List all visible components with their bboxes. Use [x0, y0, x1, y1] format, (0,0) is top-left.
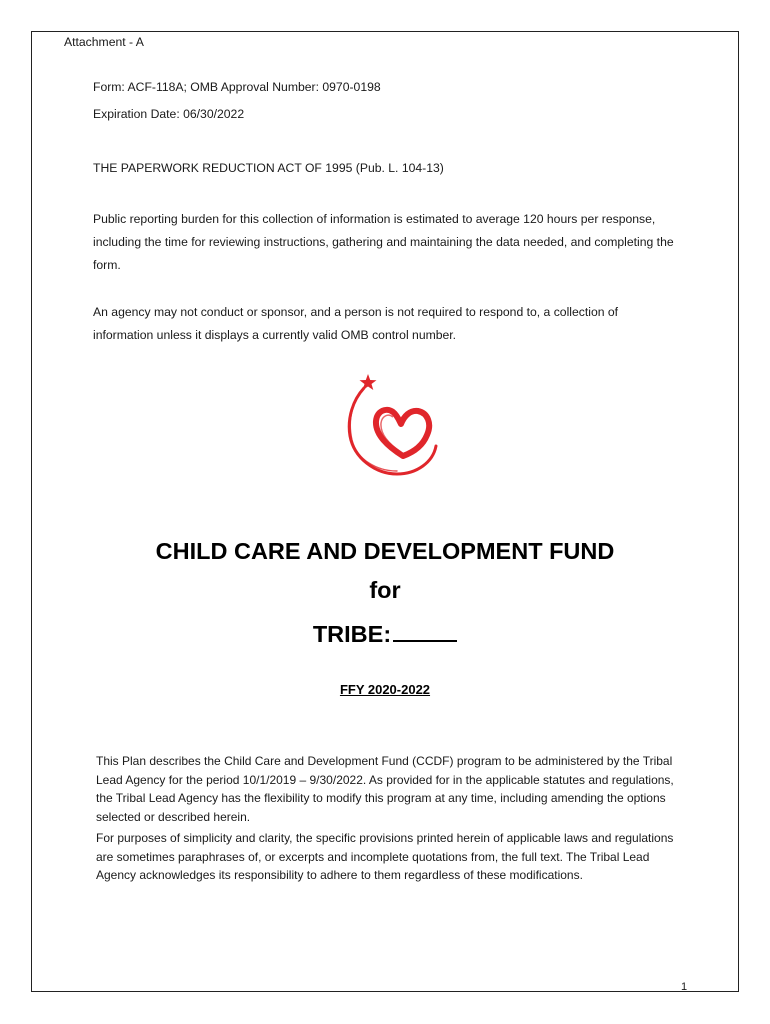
- tribe-label: TRIBE:: [312, 621, 392, 647]
- tribe-line: [0, 620, 770, 648]
- document-title: CHILD CARE AND DEVELOPMENT FUND: [155, 538, 615, 564]
- star-icon: [360, 374, 377, 390]
- fiscal-year-period: FFY 2020-2022: [339, 682, 431, 697]
- form-number: Form: ACF-118A; OMB Approval Number: 0970-0198: [93, 80, 381, 94]
- omb-control-notice: An agency may not conduct or sponsor, and a person is not required to respond to, a collection of information unless it displays a currently valid OMB control number.: [93, 305, 619, 342]
- expiration-date: Expiration Date: 06/30/2022: [93, 107, 245, 121]
- title-for: for: [369, 577, 401, 603]
- paperwork-act-heading: THE PAPERWORK REDUCTION ACT OF 1995 (Pub. L. 104-13): [93, 161, 444, 175]
- heart-star-swirl-logo-icon: [335, 370, 445, 482]
- page-number: 1: [681, 981, 688, 993]
- purposes-statement: For purposes of simplicity and clarity, the specific provisions printed herein of applicable laws and regulations are sometimes paraphrases of, or excerpts and incomplete quotations from, the full text. The Tribal Lead Agency acknowledges its responsibility to adhere to them regardless of these modifications.: [96, 831, 674, 883]
- plan-description: This Plan describes the Child Care and Development Fund (CCDF) program to be administered by the Tribal Lead Agency for the period 10/1/2019 – 9/30/2022. As provided for in the applicable statutes and regulations, the Tribal Lead Agency has the flexibility to modify this program at any time, including amending the options selected or described herein.: [96, 754, 674, 824]
- burden-statement: Public reporting burden for this collection of information is estimated to average 120 hours per response, including the time for reviewing instructions, gathering and maintaining the data needed, and completing the form.: [93, 212, 674, 272]
- attachment-label: Attachment - A: [64, 35, 144, 49]
- tribe-blank-field: [393, 620, 457, 642]
- swirl-stroke: [349, 388, 436, 474]
